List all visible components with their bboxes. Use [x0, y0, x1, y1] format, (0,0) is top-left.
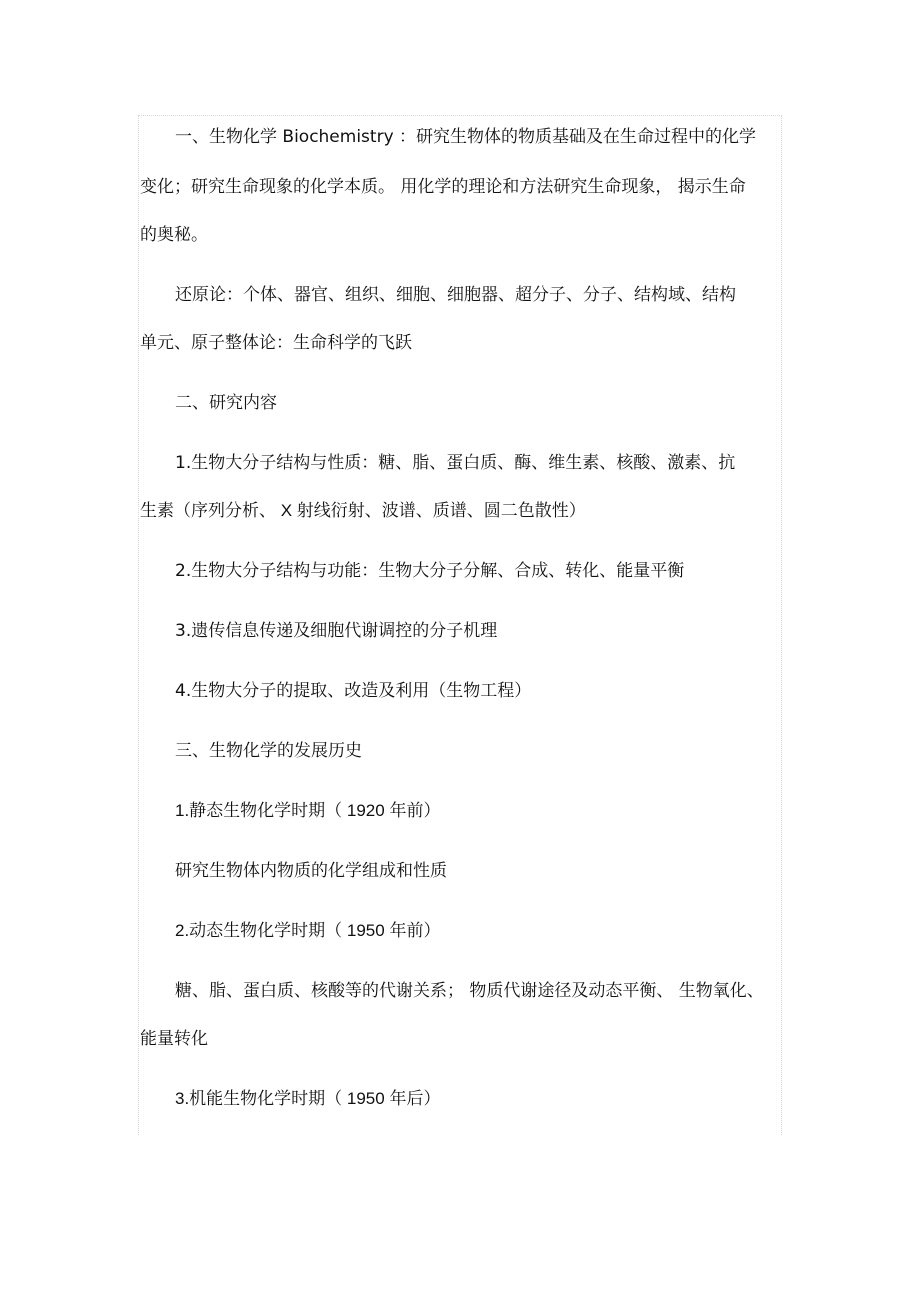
reductionism-line-2: 单元、原子整体论：生命科学的飞跃 [140, 333, 412, 353]
content-item-1-line-2: 生素（序列分析、 X 射线衍射、波谱、质谱、圆二色散性） [140, 501, 586, 520]
section-3-heading: 三、生物化学的发展历史 [175, 741, 362, 761]
section-1-line-2: 变化；研究生命现象的化学本质。 用化学的理论和方法研究生命现象， 揭示生命 [140, 177, 746, 197]
content-item-4: 4.生物大分子的提取、改造及利用（生物工程） [175, 681, 532, 701]
content-item-2: 2.生物大分子结构与功能：生物大分子分解、合成、转化、能量平衡 [175, 561, 685, 581]
history-period-2: 2.动态生物化学时期（ 1950 年前） [175, 921, 441, 940]
section-2-heading: 二、研究内容 [175, 393, 277, 413]
section-1-heading: 一、生物化学 Biochemistry ：研究生物体的物质基础及在生命过程中的化学 [175, 127, 757, 147]
history-period-1: 1.静态生物化学时期（ 1920 年前） [175, 801, 441, 820]
history-period-3: 3.机能生物化学时期（ 1950 年后） [175, 1089, 441, 1108]
history-period-1-desc: 研究生物体内物质的化学组成和性质 [175, 861, 447, 881]
history-period-2-desc-line-2: 能量转化 [140, 1029, 208, 1049]
content-item-1-line-1: 1.生物大分子结构与性质：糖、脂、蛋白质、酶、维生素、核酸、激素、抗 [175, 453, 736, 473]
content-item-3: 3.遗传信息传递及细胞代谢调控的分子机理 [175, 621, 498, 641]
section-1-line-3: 的奥秘。 [140, 225, 208, 245]
history-period-2-desc-line-1: 糖、脂、蛋白质、核酸等的代谢关系； 物质代谢途径及动态平衡、 生物氧化、 [175, 981, 764, 1001]
reductionism-line-1: 还原论：个体、器官、组织、细胞、细胞器、超分子、分子、结构域、结构 [175, 285, 736, 305]
